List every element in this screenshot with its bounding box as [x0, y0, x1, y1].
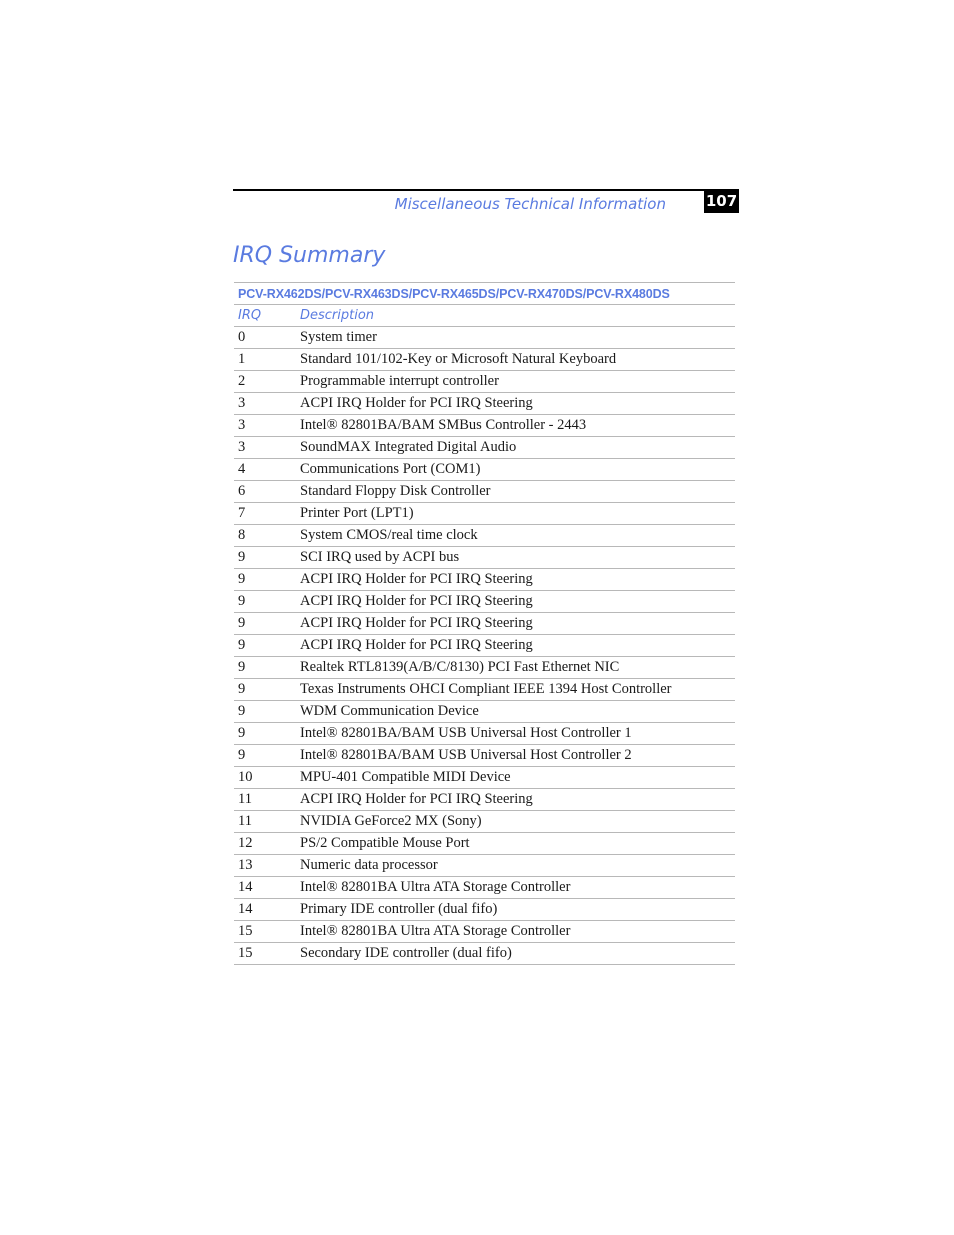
table-row — [234, 657, 735, 679]
table-row — [234, 701, 735, 723]
irq-description: Intel® 82801BA/BAM USB Universal Host Controller 1 — [300, 723, 735, 745]
irq-number: 9 — [234, 679, 300, 701]
irq-description: Intel® 82801BA/BAM SMBus Controller - 2443 — [300, 415, 735, 437]
table-row — [234, 811, 735, 833]
table-model-row — [234, 283, 735, 305]
table-row — [234, 723, 735, 745]
irq-description: Intel® 82801BA Ultra ATA Storage Controller — [300, 921, 735, 943]
irq-description: NVIDIA GeForce2 MX (Sony) — [300, 811, 735, 833]
table-models-caption: PCV-RX462DS/PCV-RX463DS/PCV-RX465DS/PCV-RX470DS/PCV-RX480DS — [234, 283, 735, 305]
irq-number: 9 — [234, 591, 300, 613]
page-number: 107 — [704, 190, 739, 213]
irq-description: Standard 101/102-Key or Microsoft Natural Keyboard — [300, 349, 735, 371]
column-header-description: Description — [300, 305, 735, 327]
table-row — [234, 899, 735, 921]
irq-number: 9 — [234, 657, 300, 679]
irq-number: 15 — [234, 921, 300, 943]
irq-description: Realtek RTL8139(A/B/C/8130) PCI Fast Ethernet NIC — [300, 657, 735, 679]
irq-description: Intel® 82801BA/BAM USB Universal Host Controller 2 — [300, 745, 735, 767]
irq-description: ACPI IRQ Holder for PCI IRQ Steering — [300, 789, 735, 811]
irq-number: 9 — [234, 723, 300, 745]
irq-description: Standard Floppy Disk Controller — [300, 481, 735, 503]
table-row — [234, 943, 735, 965]
irq-description: MPU-401 Compatible MIDI Device — [300, 767, 735, 789]
irq-description: PS/2 Compatible Mouse Port — [300, 833, 735, 855]
table-row — [234, 459, 735, 481]
table-row — [234, 877, 735, 899]
table-row — [234, 437, 735, 459]
table-row — [234, 525, 735, 547]
table-row — [234, 569, 735, 591]
irq-number: 9 — [234, 547, 300, 569]
table-row — [234, 371, 735, 393]
page-title: IRQ Summary — [233, 243, 386, 268]
irq-number: 14 — [234, 899, 300, 921]
table-row — [234, 613, 735, 635]
table-row — [234, 789, 735, 811]
irq-description: SCI IRQ used by ACPI bus — [300, 547, 735, 569]
table-row — [234, 767, 735, 789]
irq-number: 3 — [234, 437, 300, 459]
irq-number: 9 — [234, 613, 300, 635]
column-header-irq: IRQ — [234, 305, 300, 327]
irq-description: ACPI IRQ Holder for PCI IRQ Steering — [300, 591, 735, 613]
irq-description: Communications Port (COM1) — [300, 459, 735, 481]
irq-description: Programmable interrupt controller — [300, 371, 735, 393]
irq-description: ACPI IRQ Holder for PCI IRQ Steering — [300, 393, 735, 415]
table-row — [234, 547, 735, 569]
irq-description: Numeric data processor — [300, 855, 735, 877]
irq-number: 11 — [234, 811, 300, 833]
irq-number: 3 — [234, 393, 300, 415]
table-row — [234, 833, 735, 855]
irq-description: Secondary IDE controller (dual fifo) — [300, 943, 735, 965]
irq-description: ACPI IRQ Holder for PCI IRQ Steering — [300, 635, 735, 657]
irq-number: 11 — [234, 789, 300, 811]
table-row — [234, 415, 735, 437]
irq-number: 9 — [234, 745, 300, 767]
irq-number: 7 — [234, 503, 300, 525]
table-row — [234, 503, 735, 525]
irq-description: ACPI IRQ Holder for PCI IRQ Steering — [300, 569, 735, 591]
irq-number: 3 — [234, 415, 300, 437]
irq-number: 6 — [234, 481, 300, 503]
irq-number: 1 — [234, 349, 300, 371]
table-row — [234, 349, 735, 371]
irq-number: 9 — [234, 569, 300, 591]
table-row — [234, 745, 735, 767]
irq-description: System CMOS/real time clock — [300, 525, 735, 547]
table-row — [234, 591, 735, 613]
irq-number: 9 — [234, 701, 300, 723]
irq-description: Primary IDE controller (dual fifo) — [300, 899, 735, 921]
irq-number: 15 — [234, 943, 300, 965]
irq-number: 14 — [234, 877, 300, 899]
table-row — [234, 679, 735, 701]
table-row — [234, 393, 735, 415]
irq-description: WDM Communication Device — [300, 701, 735, 723]
irq-description: Intel® 82801BA Ultra ATA Storage Controller — [300, 877, 735, 899]
irq-number: 12 — [234, 833, 300, 855]
irq-number: 10 — [234, 767, 300, 789]
irq-description: SoundMAX Integrated Digital Audio — [300, 437, 735, 459]
irq-description: Printer Port (LPT1) — [300, 503, 735, 525]
table-row — [234, 635, 735, 657]
irq-number: 2 — [234, 371, 300, 393]
irq-number: 4 — [234, 459, 300, 481]
irq-description: Texas Instruments OHCI Compliant IEEE 1394 Host Controller — [300, 679, 735, 701]
table-body — [234, 327, 735, 965]
table-row — [234, 921, 735, 943]
table-row — [234, 481, 735, 503]
irq-table — [234, 282, 735, 965]
table-row — [234, 855, 735, 877]
irq-number: 13 — [234, 855, 300, 877]
running-header: Miscellaneous Technical Information — [394, 195, 666, 213]
irq-description: ACPI IRQ Holder for PCI IRQ Steering — [300, 613, 735, 635]
irq-number: 8 — [234, 525, 300, 547]
irq-number: 9 — [234, 635, 300, 657]
irq-description: System timer — [300, 327, 735, 349]
table-header-row — [234, 305, 735, 327]
header-rule — [233, 189, 739, 191]
table-row — [234, 327, 735, 349]
irq-number: 0 — [234, 327, 300, 349]
